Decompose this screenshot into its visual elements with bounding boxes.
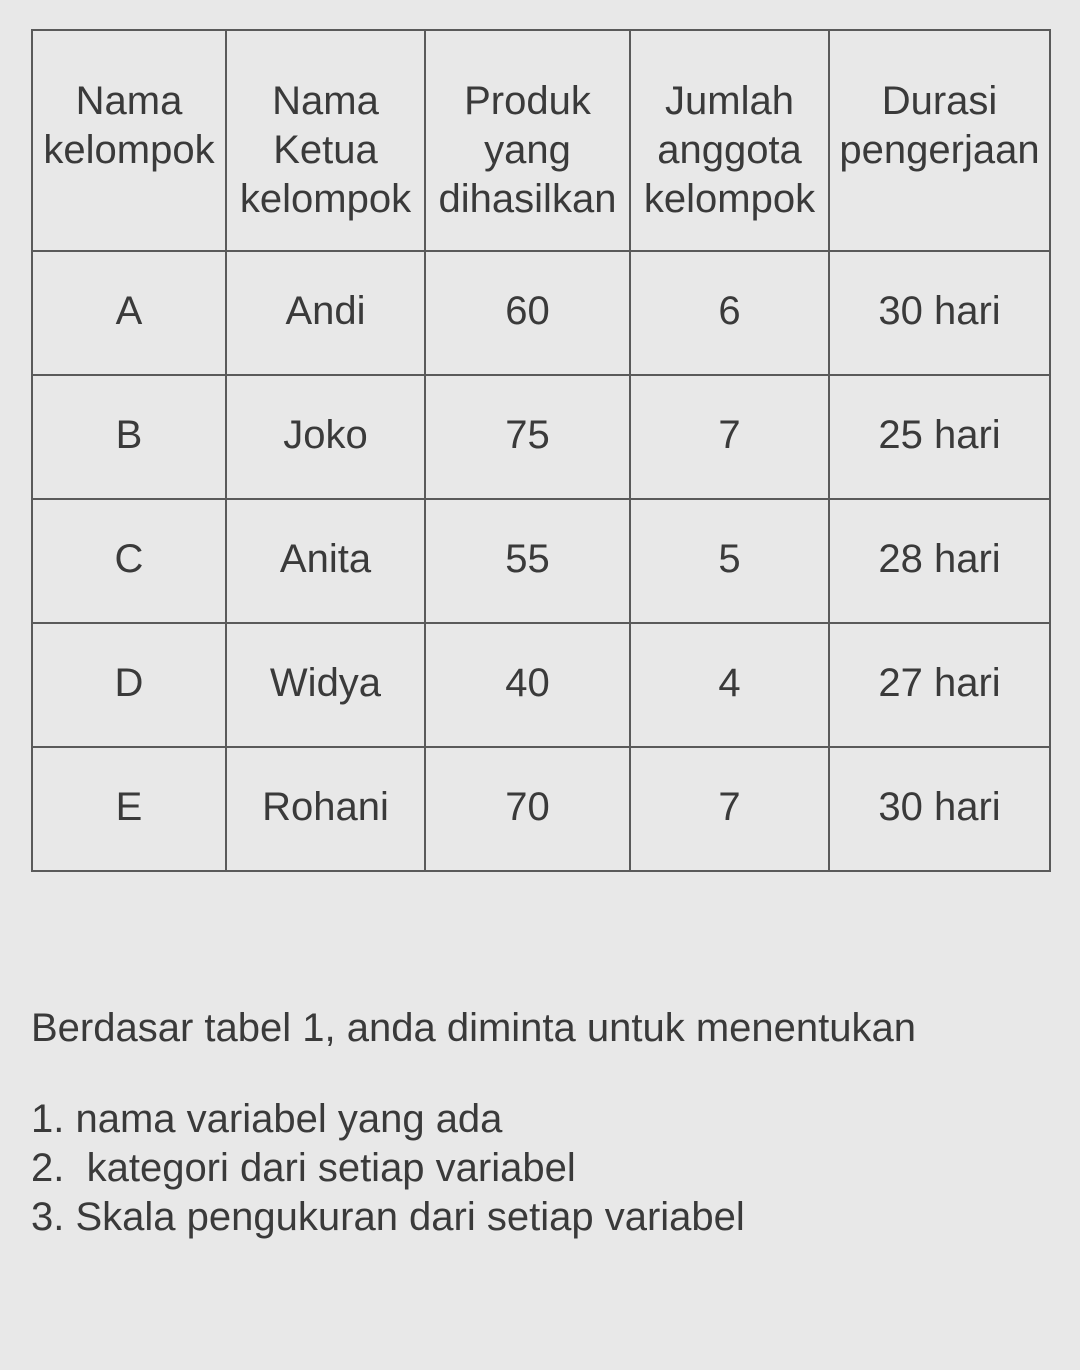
header-durasi-pengerjaan: Durasi pengerjaan [829, 30, 1050, 251]
header-nama-kelompok: Nama kelompok [32, 30, 226, 251]
table-cell-durasi: 28 hari [829, 499, 1050, 623]
data-table [31, 29, 1051, 872]
list-item: 2. kategori dari setiap variabel [31, 1146, 576, 1190]
table-cell-ketua: Andi [226, 251, 425, 375]
table-row [32, 623, 1050, 747]
table-cell-anggota: 7 [630, 375, 829, 499]
list-item: 3. Skala pengukuran dari setiap variabel [31, 1195, 745, 1239]
table-cell-anggota: 5 [630, 499, 829, 623]
table-cell-ketua: Anita [226, 499, 425, 623]
question-text: Berdasar tabel 1, anda diminta untuk menentukan [31, 1006, 917, 1050]
header-nama-ketua-kelompok: Nama Ketua kelompok [226, 30, 425, 251]
table-cell-ketua: Joko [226, 375, 425, 499]
table-cell-kelompok: A [32, 251, 226, 375]
header-produk-yang-dihasilkan: Produk yang dihasilkan [425, 30, 630, 251]
table-cell-ketua: Widya [226, 623, 425, 747]
table-cell-kelompok: E [32, 747, 226, 871]
task-list [31, 1095, 745, 1242]
table-cell-produk: 60 [425, 251, 630, 375]
table-cell-durasi: 25 hari [829, 375, 1050, 499]
table-cell-anggota: 6 [630, 251, 829, 375]
table-cell-durasi: 30 hari [829, 251, 1050, 375]
table-cell-anggota: 4 [630, 623, 829, 747]
table-cell-kelompok: B [32, 375, 226, 499]
list-item: 1. nama variabel yang ada [31, 1097, 503, 1141]
table-header-row [32, 30, 1050, 251]
table-row [32, 499, 1050, 623]
table-row [32, 251, 1050, 375]
table-cell-durasi: 30 hari [829, 747, 1050, 871]
table-cell-kelompok: D [32, 623, 226, 747]
table-row [32, 375, 1050, 499]
table-cell-produk: 40 [425, 623, 630, 747]
table-cell-produk: 75 [425, 375, 630, 499]
table-cell-produk: 55 [425, 499, 630, 623]
table-cell-anggota: 7 [630, 747, 829, 871]
table-cell-durasi: 27 hari [829, 623, 1050, 747]
table-cell-kelompok: C [32, 499, 226, 623]
table-cell-produk: 70 [425, 747, 630, 871]
table-row [32, 747, 1050, 871]
header-jumlah-anggota-kelompok: Jumlah anggota kelompok [630, 30, 829, 251]
table-cell-ketua: Rohani [226, 747, 425, 871]
